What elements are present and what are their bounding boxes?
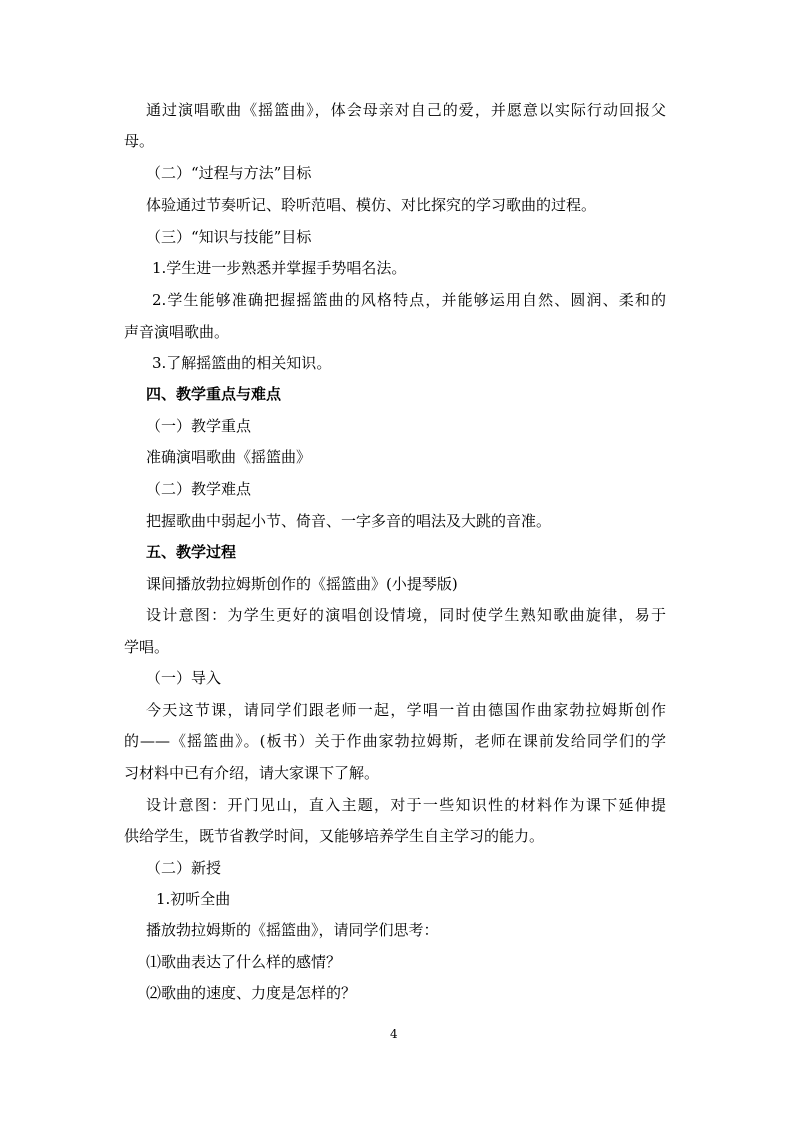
subheading: （一）导入: [146, 669, 222, 687]
text-line: 播放勃拉姆斯的《摇篮曲》，请同学们思考：: [146, 921, 439, 939]
text-line: 今天这节课，请同学们跟老师一起，学唱一首由德国作曲家勃拉姆斯创作: [146, 701, 666, 719]
subheading: （一）教学重点: [146, 417, 252, 435]
text-line: 通过演唱歌曲《摇篮曲》，体会母亲对自己的爱，并愿意以实际行动回报父: [146, 101, 666, 119]
text-line: 习材料中已有介绍，请大家课下了解。: [124, 764, 380, 782]
text-line: 的——《摇篮曲》。(板书）关于作曲家勃拉姆斯，老师在课前发给同学们的学: [124, 732, 666, 750]
subheading: （二）教学难点: [146, 480, 252, 498]
text-line: 供给学生，既节省教学时间，又能够培养学生自主学习的能力。: [124, 827, 545, 845]
text-line: 课间播放勃拉姆斯创作的《摇篮曲》(小提琴版): [146, 575, 458, 593]
text-line: 2.学生能够准确把握摇篮曲的风格特点，并能够运用自然、圆润、柔和的: [152, 291, 666, 309]
section-heading: 四、教学重点与难点: [146, 385, 282, 403]
text-line: 设计意图：为学生更好的演唱创设情境，同时使学生熟知歌曲旋律，易于: [146, 606, 666, 624]
subheading: （三）“知识与技能”目标: [146, 228, 312, 246]
text-line: 设计意图：开门见山，直入主题，对于一些知识性的材料作为课下延伸提: [146, 796, 666, 814]
text-line: 3.了解摇篮曲的相关知识。: [152, 354, 332, 372]
subheading: （二）“过程与方法”目标: [146, 164, 312, 182]
text-line: 母。: [124, 132, 155, 150]
text-line: 把握歌曲中弱起小节、倚音、一字多音的唱法及大跳的音准。: [146, 512, 552, 530]
text-line: 声音演唱歌曲。: [124, 323, 230, 341]
section-heading: 五、教学过程: [146, 543, 237, 561]
page-number: 4: [390, 1027, 398, 1041]
text-line: 准确演唱歌曲《摇篮曲》: [146, 448, 312, 466]
text-line: 1.学生进一步熟悉并掌握手势唱名法。: [152, 259, 407, 277]
text-line: ⑴歌曲表达了什么样的感情？: [146, 953, 342, 971]
text-line: 学唱。: [124, 638, 170, 656]
text-line: ⑵歌曲的速度、力度是怎样的？: [146, 984, 357, 1002]
subheading: （二）新授: [146, 859, 222, 877]
text-line: 1.初听全曲: [156, 890, 231, 908]
text-line: 体验通过节奏听记、聆听范唱、模仿、对比探究的学习歌曲的过程。: [146, 196, 597, 214]
